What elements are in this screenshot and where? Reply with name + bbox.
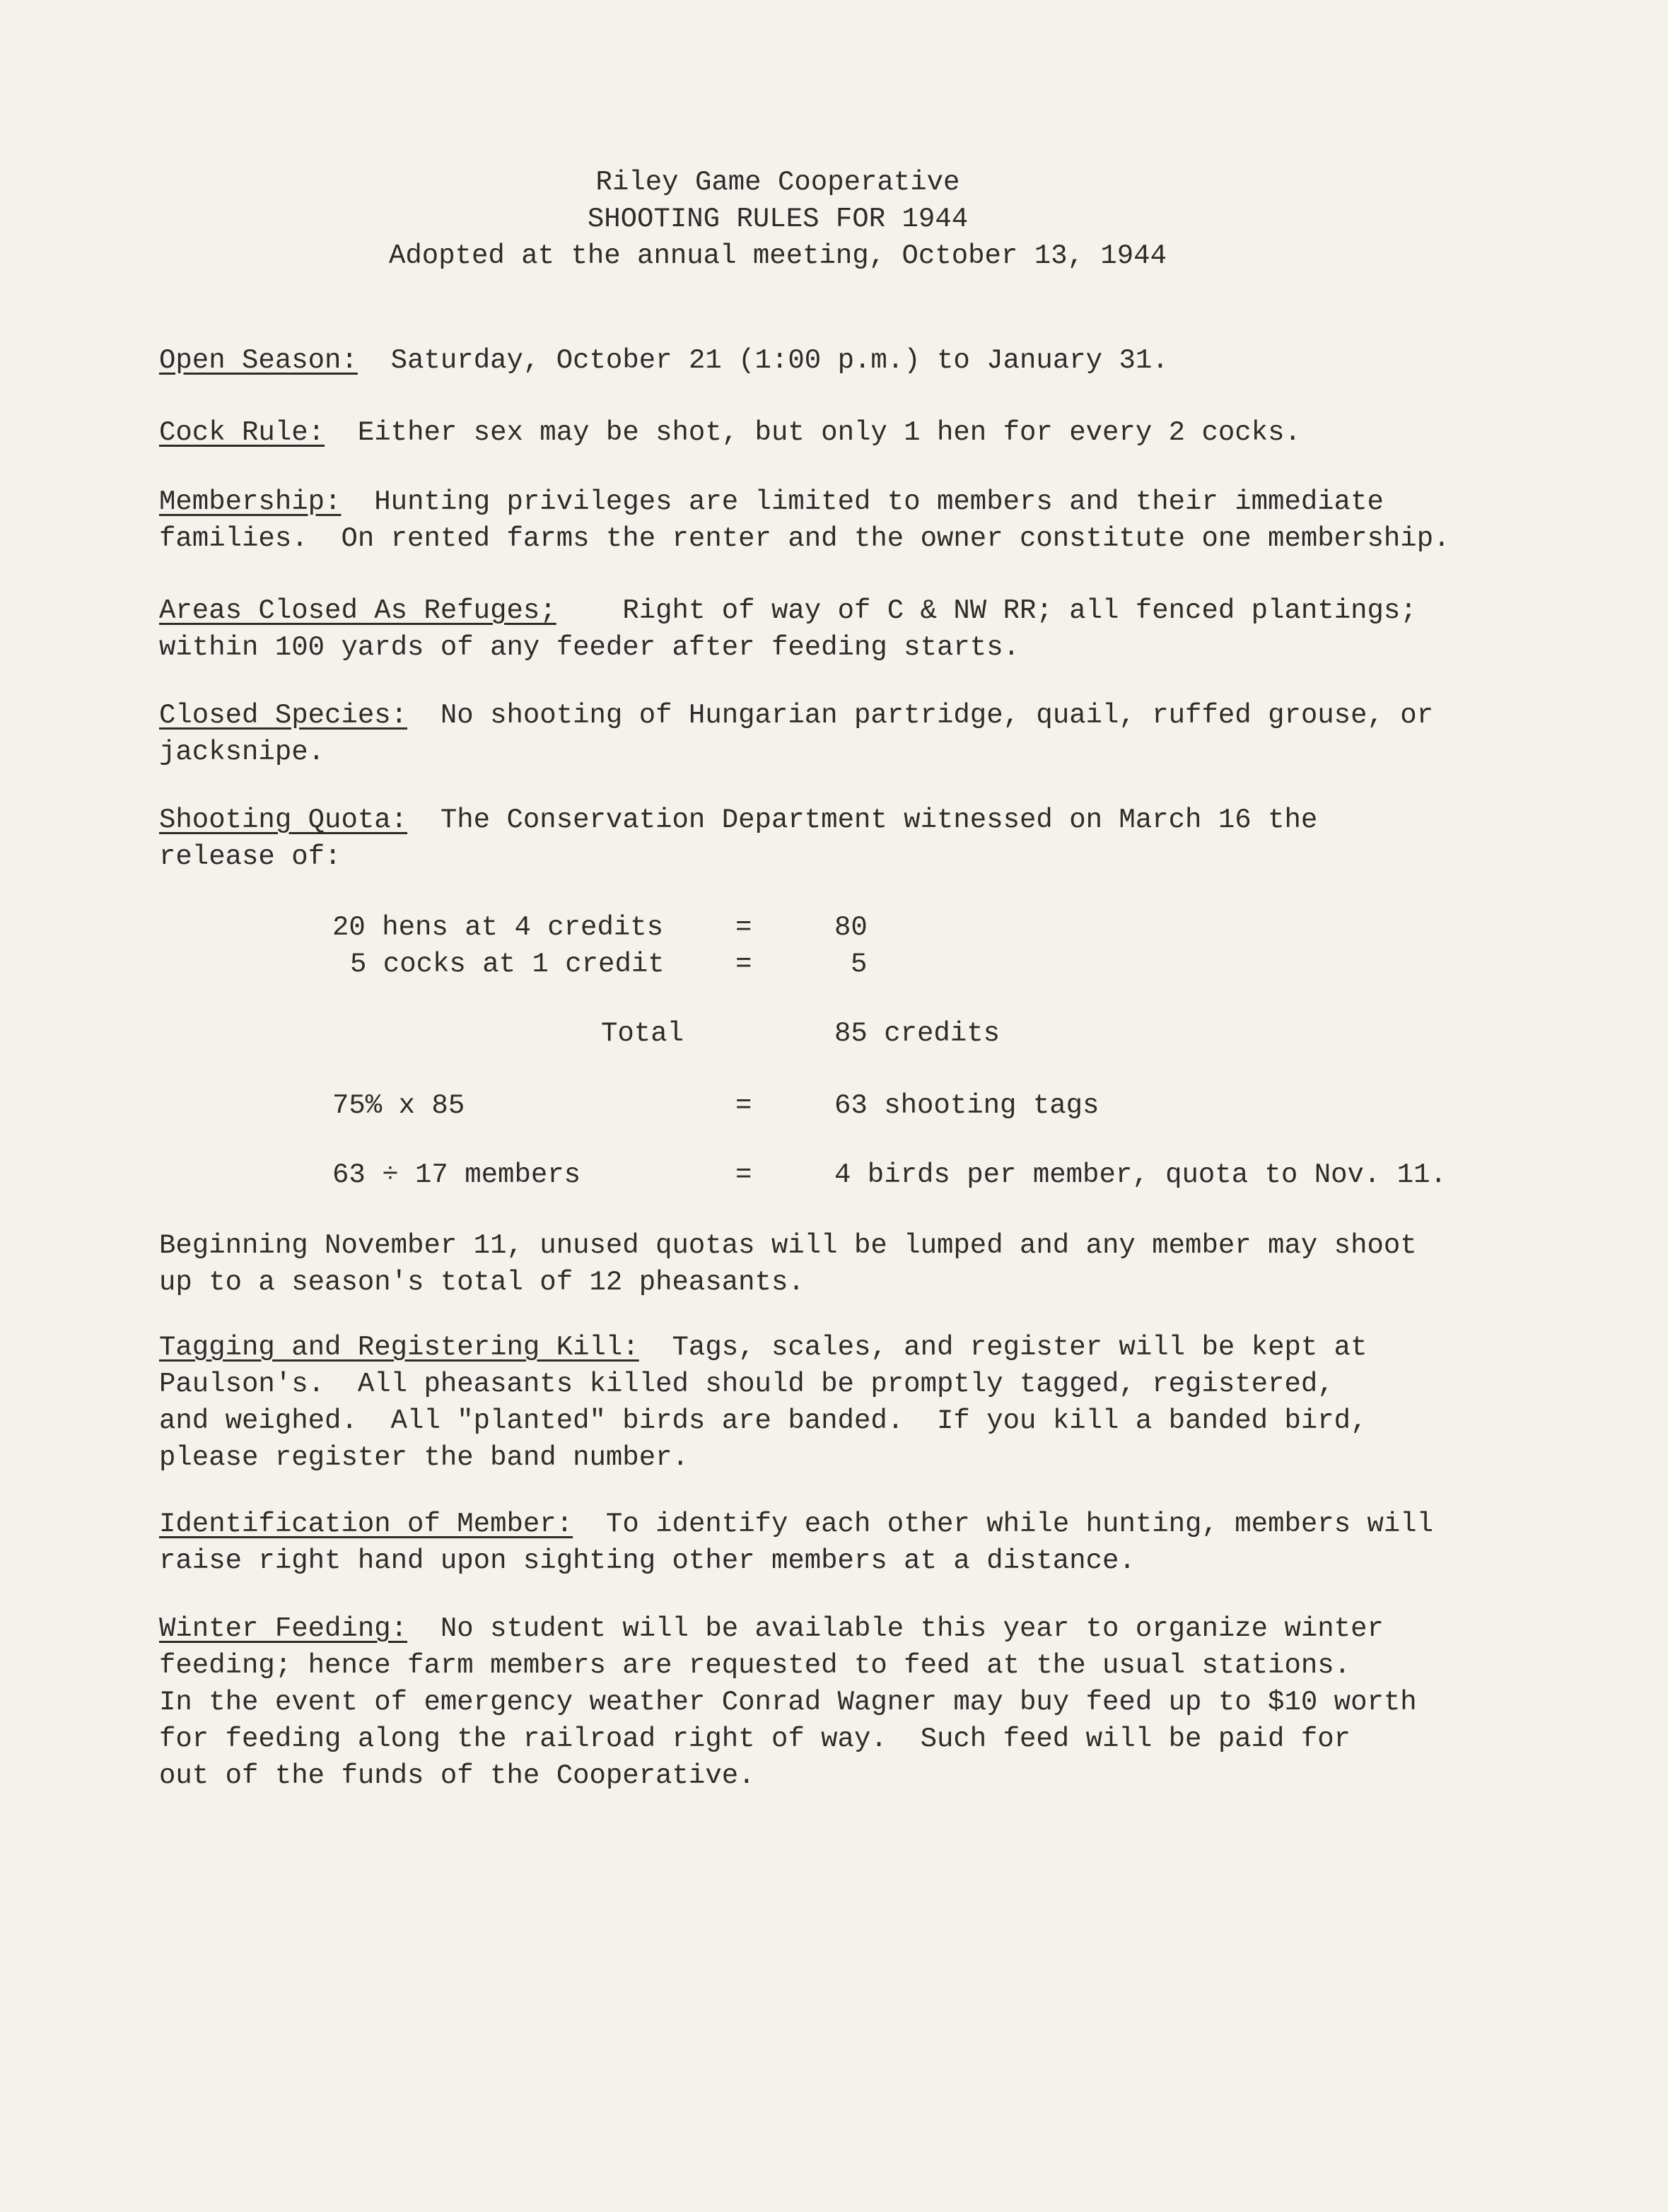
section-text: Hunting privileges are limited to members and their immediate	[374, 486, 1384, 517]
section-text: To identify each other while hunting, members will	[605, 1509, 1434, 1540]
section-label: Membership:	[159, 486, 342, 517]
section-cock-rule	[159, 414, 1545, 451]
section-text: please register the band number.	[159, 1442, 689, 1473]
section-text: families. On rented farms the renter and the owner constitute one membership.	[159, 523, 1450, 554]
section-label: Cock Rule:	[159, 417, 325, 448]
quota-row-right: 80	[834, 912, 868, 943]
section-label: Closed Species:	[159, 700, 408, 731]
quota-row-left: 63 ÷ 17 members	[332, 1159, 581, 1190]
section-refuges	[159, 592, 1545, 666]
section-text: out of the funds of the Cooperative.	[159, 1760, 755, 1791]
section-text: Saturday, October 21 (1:00 p.m.) to January 31.	[390, 345, 1169, 376]
quota-row-left: 5 cocks at 1 credit	[350, 949, 665, 980]
section-text: feeding; hence farm members are requested to feed at the usual stations.	[159, 1650, 1351, 1681]
section-closed-species	[159, 697, 1545, 771]
org-name: Riley Game Cooperative	[595, 167, 960, 198]
section-text: raise right hand upon sighting other members at a distance.	[159, 1545, 1136, 1576]
quota-row-equals: =	[735, 949, 752, 980]
section-membership	[159, 484, 1545, 557]
section-label: Identification of Member:	[159, 1509, 573, 1540]
section-label: Winter Feeding:	[159, 1613, 408, 1644]
quota-row-left: 75% x 85	[332, 1090, 465, 1121]
quota-row-equals: =	[735, 1159, 752, 1190]
section-text: No shooting of Hungarian partridge, quail, ruffed grouse, or	[440, 700, 1434, 731]
section-text: Beginning November 11, unused quotas will be lumped and any member may shoot	[159, 1230, 1417, 1261]
section-label: Tagging and Registering Kill:	[159, 1332, 639, 1363]
section-winter-feeding	[159, 1610, 1545, 1794]
section-text: for feeding along the railroad right of way. Such feed will be paid for	[159, 1724, 1351, 1755]
section-quota-lumping	[159, 1227, 1545, 1301]
section-text: The Conservation Department witnessed on March 16 the	[440, 804, 1318, 836]
section-text: and weighed. All "planted" birds are banded. If you kill a banded bird,	[159, 1405, 1367, 1436]
section-text: Paulson's. All pheasants killed should be promptly tagged, registered,	[159, 1369, 1334, 1400]
document-title: SHOOTING RULES FOR 1944	[587, 204, 969, 235]
section-text: within 100 yards of any feeder after feeding starts.	[159, 632, 1020, 663]
section-text: In the event of emergency weather Conrad Wagner may buy feed up to $10 worth	[159, 1687, 1417, 1718]
quota-total-value: 85 credits	[834, 1018, 1001, 1049]
section-text: Either sex may be shot, but only 1 hen for every 2 cocks.	[357, 417, 1301, 448]
quota-row-right: 4 birds per member, quota to Nov. 11.	[834, 1159, 1447, 1190]
section-label: Areas Closed As Refuges;	[159, 595, 556, 626]
section-open-season	[159, 342, 1545, 379]
section-text: jacksnipe.	[159, 737, 325, 768]
section-text: release of:	[159, 841, 342, 872]
section-identification	[159, 1506, 1545, 1579]
quota-row-equals: =	[735, 912, 752, 943]
section-text: up to a season's total of 12 pheasants.	[159, 1267, 805, 1298]
quota-row-left: 20 hens at 4 credits	[332, 912, 664, 943]
quota-total-label: Total	[601, 1018, 684, 1049]
section-label: Open Season:	[159, 345, 358, 376]
section-text: Right of way of C & NW RR; all fenced plantings;	[622, 595, 1417, 626]
section-text: No student will be available this year to organize winter	[440, 1613, 1384, 1644]
quota-row-right: 5	[851, 949, 868, 980]
section-shooting-quota	[159, 802, 1545, 875]
quota-row-right: 63 shooting tags	[834, 1090, 1100, 1121]
quota-row-equals: =	[735, 1090, 752, 1121]
section-label: Shooting Quota:	[159, 804, 408, 836]
section-text: Tags, scales, and register will be kept at	[672, 1332, 1367, 1363]
adoption-line: Adopted at the annual meeting, October 13, 1944	[389, 240, 1167, 271]
section-tagging	[159, 1329, 1545, 1476]
